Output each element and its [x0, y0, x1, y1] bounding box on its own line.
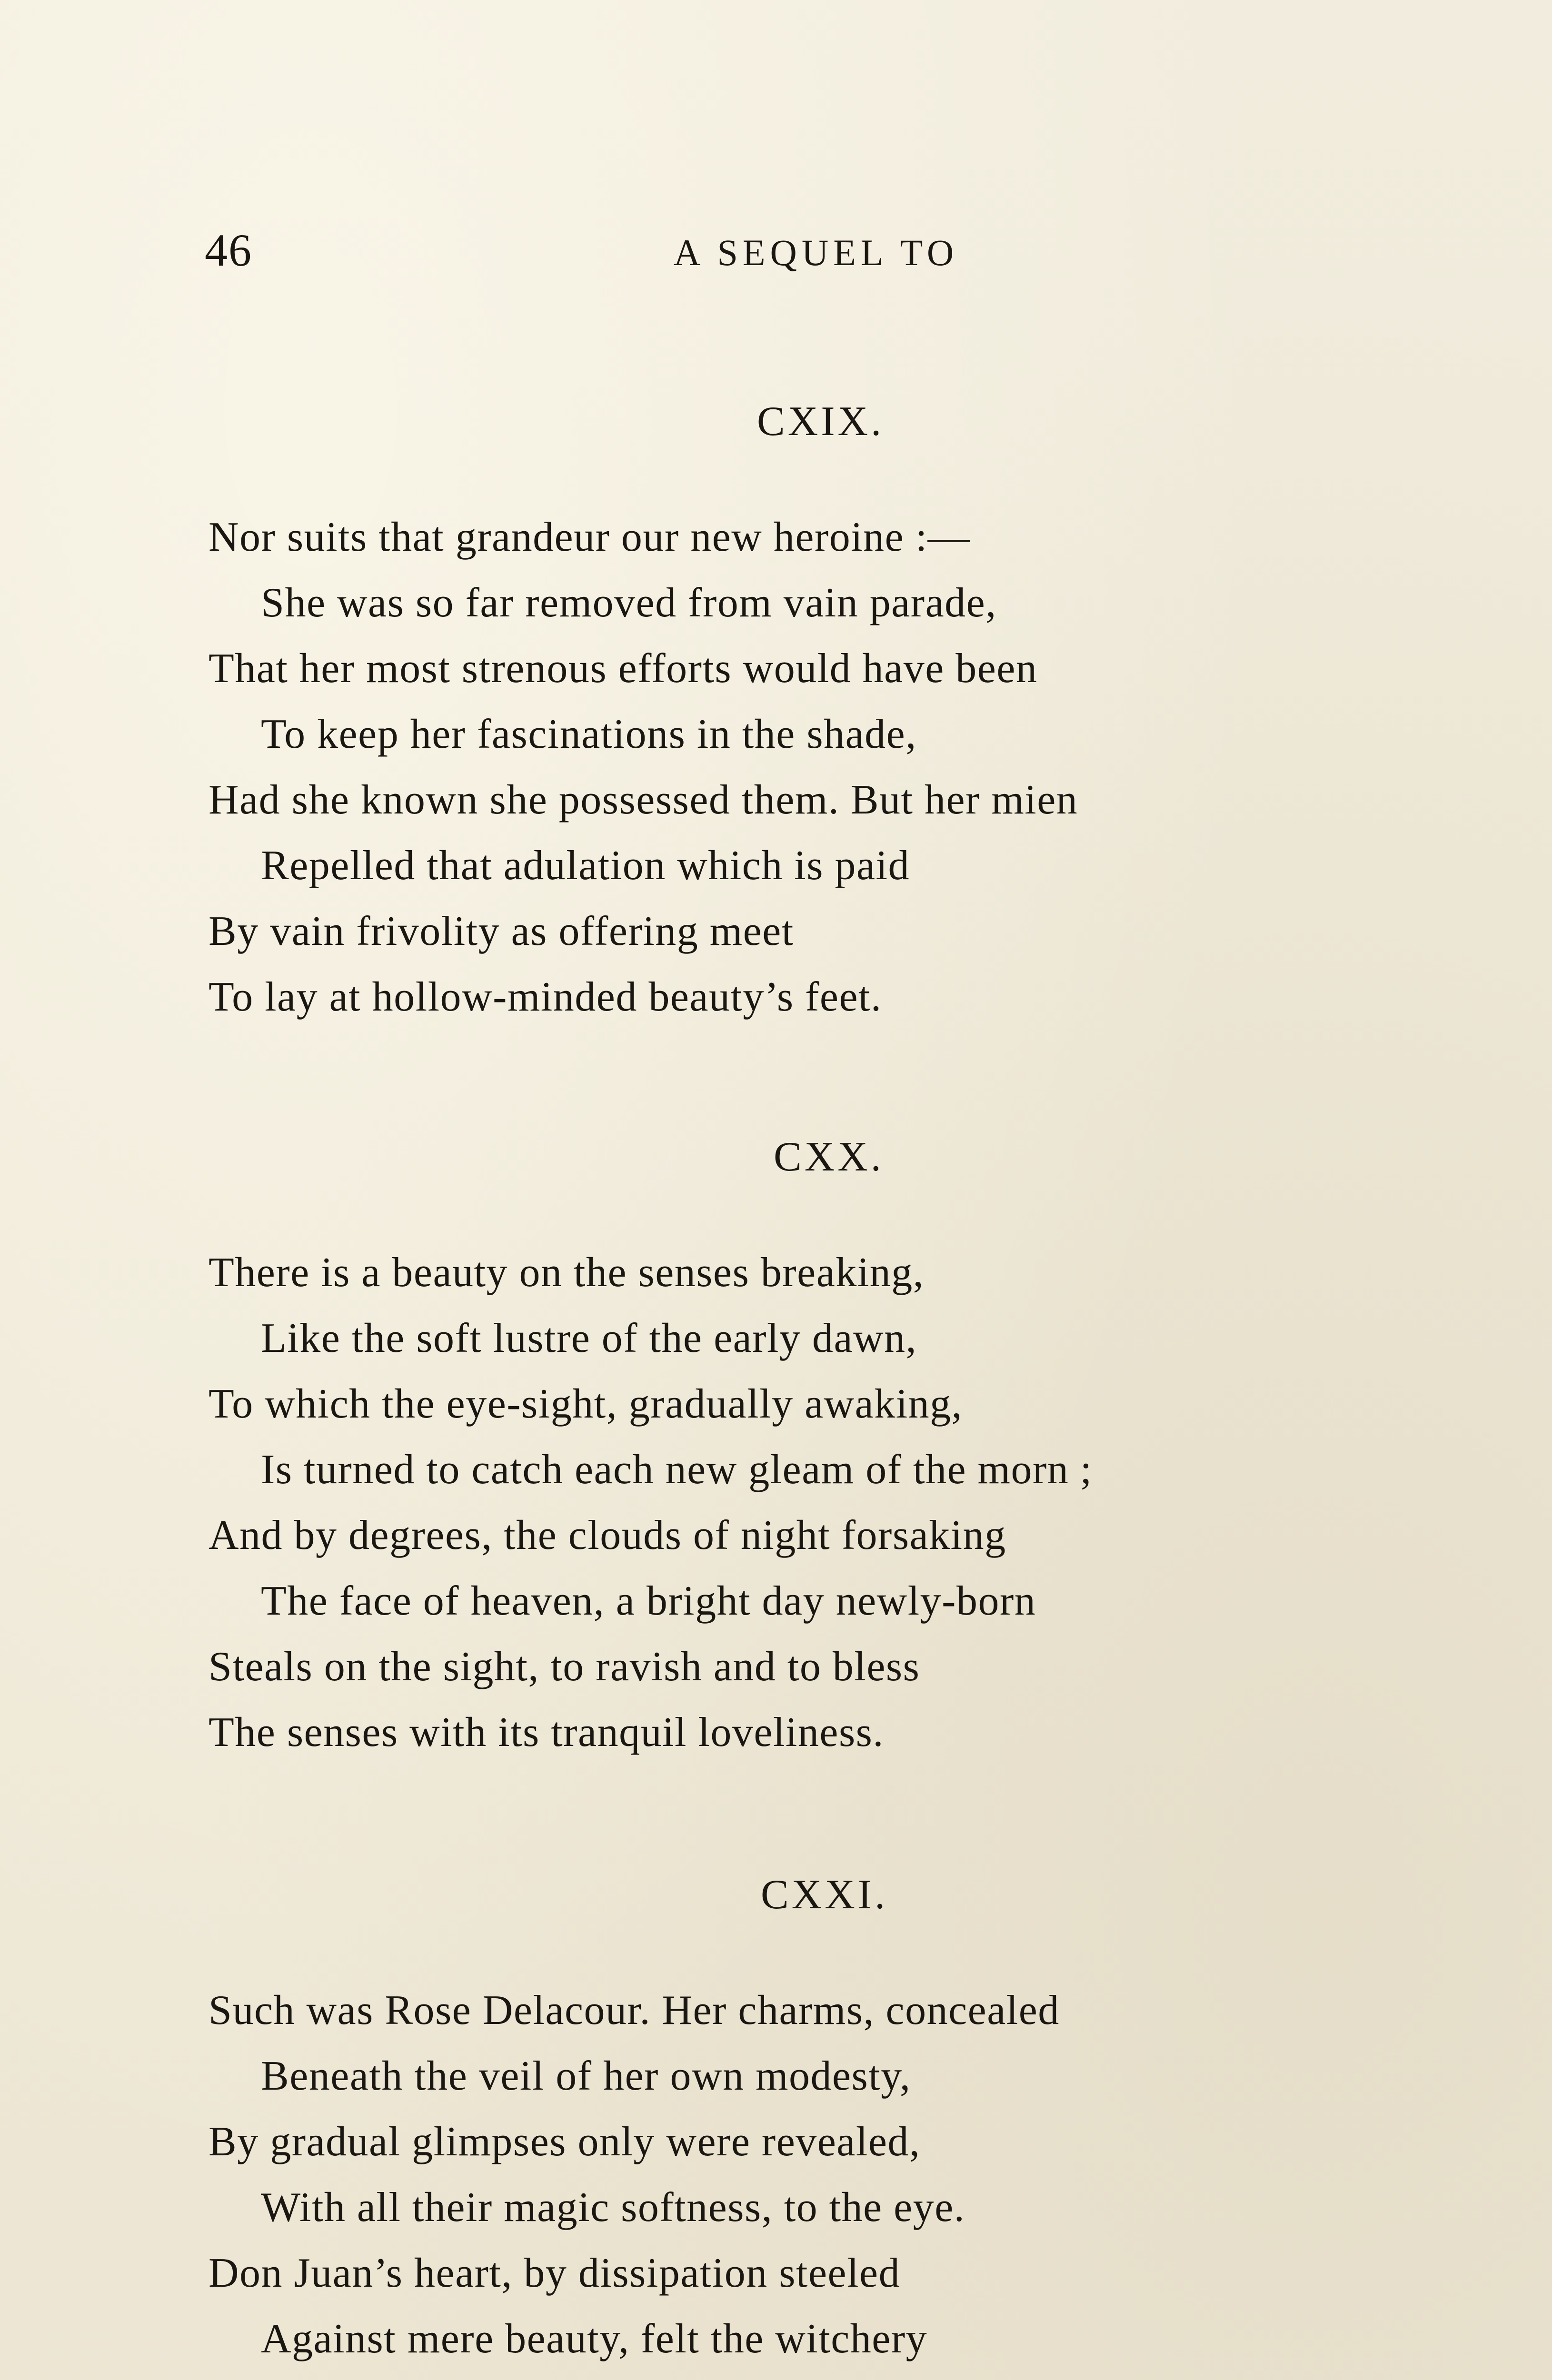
verse-line: Is turned to catch each new gleam of the morn ; — [261, 1447, 1093, 1493]
verse-line: Such was Rose Delacour. Her charms, concealed — [209, 1987, 1060, 2033]
verse-line: To keep her fascinations in the shade, — [261, 711, 917, 757]
verse-line: She was so far removed from vain parade, — [261, 580, 997, 626]
verse-line: Beneath the veil of her own modesty, — [261, 2053, 911, 2099]
stanza-body — [209, 505, 1399, 1030]
verse-line: The senses with its tranquil loveliness. — [209, 1709, 884, 1755]
page-number: 46 — [205, 225, 252, 276]
running-head-title: A SEQUEL TO — [674, 232, 959, 273]
verse-line: Nor suits that grandeur our new heroine :— — [209, 514, 971, 560]
verse-line: There is a beauty on the senses breaking, — [209, 1250, 925, 1296]
verse-line: Like the soft lustre of the early dawn, — [261, 1315, 917, 1361]
verse-line: To lay at hollow-minded beauty’s feet. — [209, 974, 882, 1020]
verse-line: By vain frivolity as offering meet — [209, 908, 794, 954]
verse-line: With all their magic softness, to the eye. — [261, 2184, 965, 2231]
stanza-body — [209, 1978, 1399, 2380]
verse-line: To which the eye-sight, gradually awaking, — [209, 1381, 963, 1427]
stanza-body — [209, 1240, 1399, 1765]
stanza-number: CXXI. — [761, 1872, 888, 1918]
verse-line: Steals on the sight, to ravish and to bless — [209, 1644, 920, 1690]
verse-line: Against mere beauty, felt the witchery — [261, 2316, 928, 2362]
running-head — [205, 224, 1323, 290]
verse-line: And by degrees, the clouds of night forsaking — [209, 1512, 1006, 1558]
verse-line: Don Juan’s heart, by dissipation steeled — [209, 2250, 901, 2296]
verse-line: By gradual glimpses only were revealed, — [209, 2119, 921, 2165]
verse-line: The face of heaven, a bright day newly-born — [261, 1578, 1036, 1624]
stanza-number: CXX. — [774, 1134, 884, 1180]
verse-line: Repelled that adulation which is paid — [261, 843, 910, 889]
verse-line: Had she known she possessed them. But her mien — [209, 777, 1078, 823]
verse-line: That her most strenous efforts would have been — [209, 645, 1038, 692]
verse-line — [209, 2372, 1399, 2380]
stanza-number: CXIX. — [757, 398, 885, 445]
